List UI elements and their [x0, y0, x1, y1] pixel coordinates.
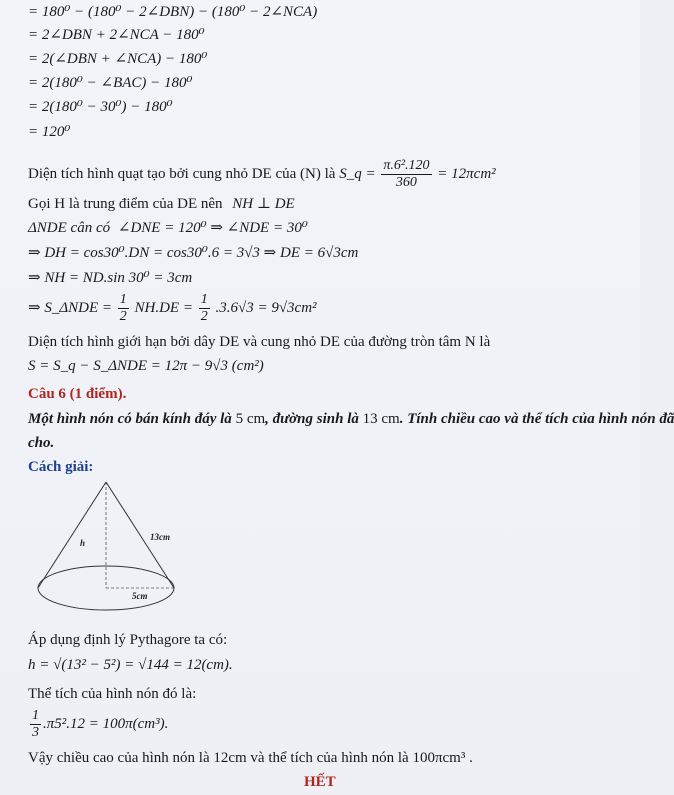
cone-diagram [30, 478, 220, 618]
region-text: Diện tích hình giới hạn bởi dây DE và cung nhỏ DE của đường tròn tâm N là [28, 334, 491, 350]
sector-fraction [381, 158, 431, 191]
cone-left-edge [38, 482, 106, 588]
calc-line-5: = 2(180⁰ − 30⁰) − 180⁰ [28, 99, 173, 115]
calc-line-6: = 120⁰ [28, 124, 71, 140]
conclusion: Vậy chiều cao của hình nón là 12cm và thể tích của hình nón là 100πcm³ . [28, 750, 473, 766]
midpoint-text: Gọi H là trung điểm của DE nên [28, 196, 223, 212]
volume-den: 3 [32, 725, 39, 741]
question-6-title: Câu 6 (1 điểm). [28, 386, 127, 402]
question-6-statement [28, 409, 674, 429]
calc-line-1: = 180⁰ − (180⁰ − 2∠DBN) − (180⁰ − 2∠NCA) [28, 4, 318, 20]
sector-numerator: π.6².120 [383, 158, 430, 174]
area-fraction-2 [199, 292, 210, 325]
triangle-area-line [28, 290, 317, 326]
volume-fraction [30, 708, 41, 741]
midpoint-math: NH ⊥ DE [232, 196, 295, 212]
area-rhs: .3.6√3 = 9√3cm² [215, 300, 317, 316]
q6-radius: 5 cm [235, 411, 266, 427]
cone-slant-label: 13cm [150, 532, 170, 542]
sector-rhs: = 12πcm² [437, 166, 496, 182]
volume-num: 1 [32, 708, 39, 724]
end-mark: HẾT [304, 774, 336, 790]
cone-height-label: h [80, 538, 86, 548]
sector-area-line [28, 156, 496, 192]
q6-part-a: Một hình nón có bán kính đáy là [28, 411, 232, 427]
area-fraction-1 [118, 292, 129, 325]
dh-line: ⇒ DH = cos30⁰.DN = cos30⁰.6 = 3√3 ⇒ DE = 6√3cm [28, 245, 359, 261]
region-formula: S = S_q − S_ΔNDE = 12π − 9√3 (cm²) [28, 358, 264, 374]
isosceles-math: ∠DNE = 120⁰ ⇒ ∠NDE = 30⁰ [117, 220, 308, 236]
volume-formula-line [28, 706, 168, 742]
area-f2-num: 1 [200, 292, 208, 308]
midpoint-line [28, 194, 295, 214]
calc-line-3: = 2(∠DBN + ∠NCA) − 180⁰ [28, 51, 208, 67]
area-f1-den: 2 [119, 309, 127, 325]
area-f1-num: 1 [119, 292, 127, 308]
area-f2-den: 2 [200, 309, 208, 325]
sector-denominator: 360 [395, 175, 417, 191]
sector-text: Diện tích hình quạt tạo bởi cung nhỏ DE của (N) là [28, 166, 336, 182]
isosceles-line [28, 218, 308, 238]
sector-lhs: S_q = [339, 166, 376, 182]
volume-formula: .π5².12 = 100π(cm³). [43, 716, 169, 732]
cone-radius-label: 5cm [132, 591, 148, 601]
q6-part-c: . Tính chiều cao và thể tích của hình nón đã [399, 411, 674, 427]
calc-line-2: = 2∠DBN + 2∠NCA − 180⁰ [28, 27, 205, 43]
calc-line-4: = 2(180⁰ − ∠BAC) − 180⁰ [28, 75, 193, 91]
q6-part-b: , đường sinh là [265, 411, 359, 427]
pythagoras-text: Áp dụng định lý Pythagore ta có: [28, 632, 228, 648]
area-lhs: ⇒ S_ΔNDE = [28, 300, 112, 316]
isosceles-text: ΔNDE cân có [28, 220, 111, 236]
question-6-statement-cont: cho. [28, 435, 55, 451]
solution-label: Cách giải: [28, 459, 94, 475]
nh-line: ⇒ NH = ND.sin 30⁰ = 3cm [28, 270, 193, 286]
q6-slant: 13 cm [362, 411, 400, 427]
area-mid: NH.DE = [134, 300, 193, 316]
pythagoras-formula: h = √(13² − 5²) = √144 = 12(cm). [28, 657, 233, 673]
volume-text: Thể tích của hình nón đó là: [28, 686, 197, 702]
